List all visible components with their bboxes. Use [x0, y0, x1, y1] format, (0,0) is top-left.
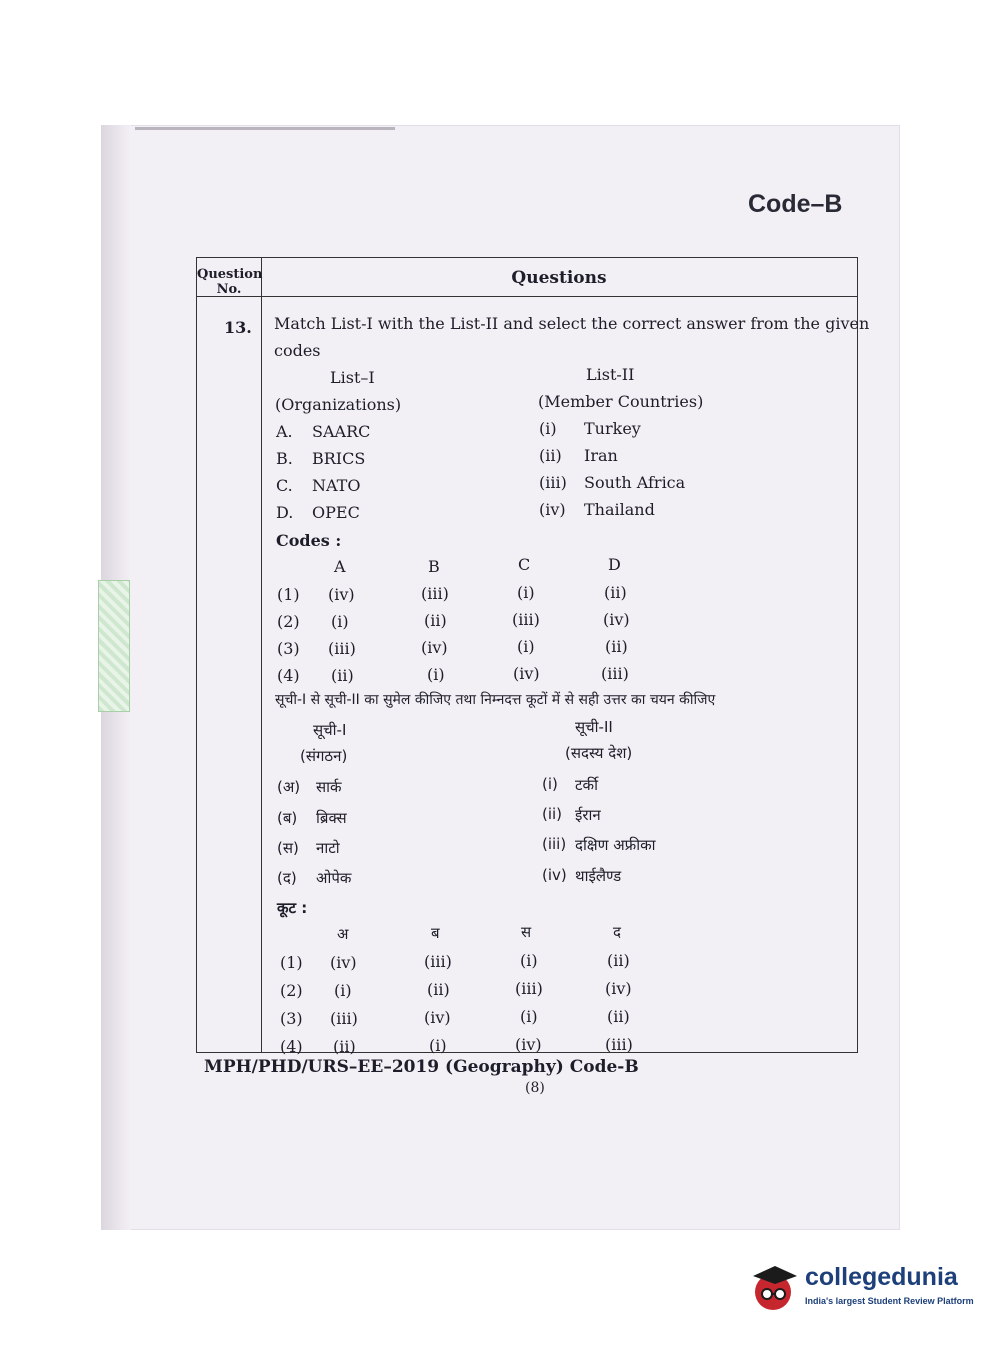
hindi-code-cell: (ii) — [607, 1007, 630, 1026]
hindi-codes-head: स — [521, 923, 532, 941]
hindi-code-cell: (i) — [429, 1036, 447, 1055]
code-cell: (iii) — [601, 664, 629, 683]
code-cell: (iv) — [328, 585, 355, 604]
list2-item: Thailand — [584, 500, 655, 519]
list2-item: Turkey — [584, 419, 641, 438]
hindi-list2-subtitle: (सदस्य देश) — [565, 744, 633, 762]
code-option: (3) — [277, 639, 300, 658]
list1-key: C. — [276, 476, 293, 495]
paper-code: Code–B — [748, 190, 843, 218]
code-cell: (iv) — [603, 610, 630, 629]
prompt-line-2: codes — [274, 341, 321, 360]
hindi-codes-head: द — [613, 923, 621, 941]
hindi-code-cell: (iii) — [424, 952, 452, 971]
hindi-code-cell: (iv) — [330, 953, 357, 972]
codes-head: B — [428, 557, 440, 576]
list1-subtitle: (Organizations) — [275, 395, 402, 414]
hindi-code-cell: (iii) — [330, 1009, 358, 1028]
code-cell: (i) — [331, 612, 349, 631]
hindi-list2-key: (i) — [542, 775, 558, 793]
list2-item: Iran — [584, 446, 618, 465]
hindi-code-cell: (iii) — [605, 1035, 633, 1054]
list1-item: NATO — [312, 476, 361, 495]
list1-item: OPEC — [312, 503, 360, 522]
hindi-prompt: सूची-I से सूची-II का सुमेल कीजिए तथा निम्नदत्त कूटों में से सही उत्तर का चयन कीजिए — [275, 692, 716, 708]
scan-mark — [135, 127, 395, 130]
hindi-code-option: (3) — [280, 1009, 303, 1028]
codes-head: D — [608, 555, 621, 574]
question-number: 13. — [224, 318, 252, 337]
brand-name: collegedunia — [805, 1263, 958, 1291]
list2-key: (iii) — [539, 473, 567, 492]
hindi-code-cell: (ii) — [607, 951, 630, 970]
code-cell: (ii) — [331, 666, 354, 685]
hindi-list1-key: (अ) — [277, 778, 301, 796]
code-cell: (iii) — [328, 639, 356, 658]
hindi-list1-item: सार्क — [316, 778, 342, 796]
code-cell: (iii) — [421, 584, 449, 603]
hindi-code-cell: (iv) — [424, 1008, 451, 1027]
brand-tagline: India's largest Student Review Platform — [805, 1296, 974, 1306]
hindi-list1-item: ब्रिक्स — [316, 809, 347, 827]
code-cell: (iv) — [421, 638, 448, 657]
list1-item: SAARC — [312, 422, 371, 441]
list2-key: (ii) — [539, 446, 562, 465]
hindi-code-option: (4) — [280, 1037, 303, 1056]
code-cell: (iii) — [512, 610, 540, 629]
hindi-list2-key: (ii) — [542, 805, 563, 823]
collegedunia-logo-icon — [745, 1258, 805, 1318]
hindi-list1-subtitle: (संगठन) — [300, 747, 348, 765]
footer-code: MPH/PHD/URS–EE–2019 (Geography) Code-B — [204, 1057, 639, 1077]
questions-header: Questions — [511, 268, 607, 288]
list1-item: BRICS — [312, 449, 366, 468]
hindi-code-cell: (i) — [520, 1007, 538, 1026]
hindi-list1-key: (स) — [277, 839, 299, 857]
question-no-header: Question No. — [197, 267, 263, 297]
hindi-list2-key: (iv) — [542, 866, 567, 884]
hindi-list2-item: दक्षिण अफ्रीका — [575, 836, 656, 854]
hindi-code-cell: (iv) — [605, 979, 632, 998]
hindi-list2-item: थाईलैण्ड — [575, 867, 622, 885]
list2-title: List-II — [586, 365, 635, 384]
code-cell: (ii) — [605, 637, 628, 656]
hindi-code-cell: (iii) — [515, 979, 543, 998]
hindi-code-cell: (ii) — [427, 980, 450, 999]
hindi-codes-label: कूट : — [277, 899, 308, 917]
code-option: (2) — [277, 612, 300, 631]
hindi-list2-item: टर्की — [575, 776, 598, 794]
codes-label: Codes : — [276, 531, 342, 550]
prompt-line-1: Match List-I with the List-II and select the correct answer from the given — [274, 314, 870, 333]
hindi-list2-item: ईरान — [575, 806, 601, 824]
codes-head: A — [334, 557, 346, 576]
code-cell: (iv) — [513, 664, 540, 683]
list2-item: South Africa — [584, 473, 686, 492]
list1-key: A. — [276, 422, 293, 441]
list1-key: D. — [276, 503, 294, 522]
hindi-list1-item: नाटो — [316, 839, 340, 857]
code-option: (1) — [277, 585, 300, 604]
list1-title: List–I — [330, 368, 375, 387]
code-option: (4) — [277, 666, 300, 685]
hindi-list1-key: (ब) — [277, 809, 298, 827]
hindi-list2-key: (iii) — [542, 835, 567, 853]
code-cell: (i) — [517, 583, 535, 602]
binding-tape — [98, 580, 130, 712]
code-cell: (i) — [517, 637, 535, 656]
hindi-list1-item: ओपेक — [316, 869, 352, 887]
hindi-code-cell: (i) — [334, 981, 352, 1000]
hindi-list1-title: सूची-I — [313, 721, 347, 739]
list2-key: (i) — [539, 419, 557, 438]
hindi-code-option: (1) — [280, 953, 303, 972]
page-number: (8) — [525, 1080, 545, 1096]
hindi-code-option: (2) — [280, 981, 303, 1000]
hindi-code-cell: (ii) — [333, 1037, 356, 1056]
codes-head: C — [518, 555, 531, 574]
hindi-list1-key: (द) — [277, 869, 297, 887]
list2-subtitle: (Member Countries) — [538, 392, 704, 411]
code-cell: (ii) — [604, 583, 627, 602]
code-cell: (i) — [427, 665, 445, 684]
list2-key: (iv) — [539, 500, 566, 519]
hindi-list2-title: सूची-II — [575, 718, 613, 736]
hindi-code-cell: (i) — [520, 951, 538, 970]
list1-key: B. — [276, 449, 293, 468]
code-cell: (ii) — [424, 611, 447, 630]
hindi-codes-head: ब — [431, 924, 440, 942]
hindi-code-cell: (iv) — [515, 1035, 542, 1054]
hindi-codes-head: अ — [337, 925, 349, 943]
